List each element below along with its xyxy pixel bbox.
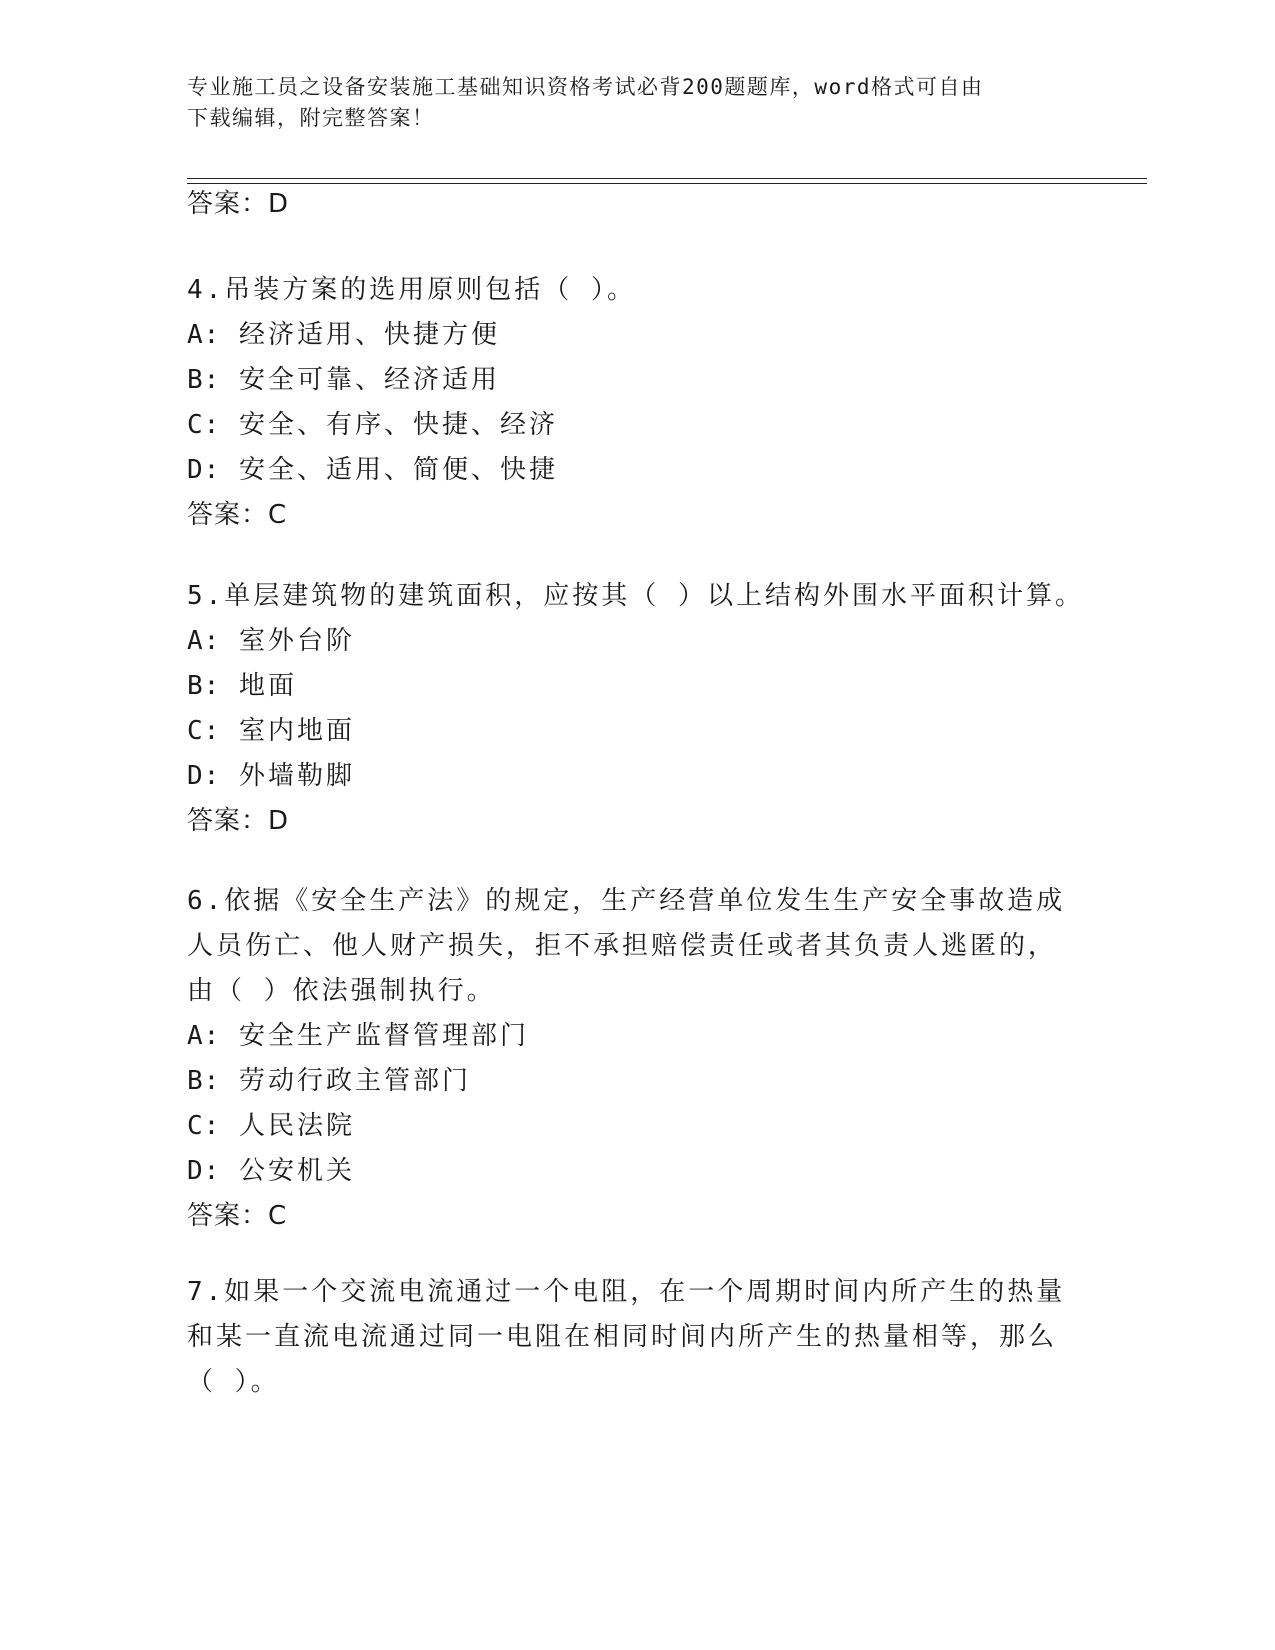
option-text: 人民法院 [238,1111,355,1141]
answer-label: 答案：C [187,500,288,530]
question-7 [187,1270,1067,1405]
question-5 [187,574,1084,844]
option-text: 经济适用、快捷方便 [238,320,500,350]
option-d [187,1149,1067,1194]
question-stem-line-1: 6.依据《安全生产法》的规定，生产经营单位发生生产安全事故造成 [187,886,1066,916]
option-letter: C: [187,410,221,440]
question-stem: 5.单层建筑物的建筑面积，应按其（ ）以上结构外围水平面积计算。 [187,581,1084,611]
option-b [187,664,1067,709]
option-a [187,313,1067,358]
question-stem-line-2: 人员伤亡、他人财产损失，拒不承担赔偿责任或者其负责人逃匿的， [187,931,1058,961]
question-stem: 4.吊装方案的选用原则包括（ ）。 [187,275,636,305]
option-text: 安全、适用、简便、快捷 [238,455,558,485]
question-stem-line-1: 7.如果一个交流电流通过一个电阻，在一个周期时间内所产生的热量 [187,1277,1066,1307]
option-letter: C: [187,716,221,746]
option-letter: D: [187,761,221,791]
option-letter: B: [187,671,221,701]
option-b [187,358,1067,403]
option-letter: A: [187,1021,221,1051]
option-b [187,1059,1067,1104]
option-text: 公安机关 [238,1156,355,1186]
option-d [187,754,1067,799]
question-6 [187,879,1067,1239]
question-stem-line-3: （ ）。 [187,1367,280,1397]
question-stem-line-3: 由（ ）依法强制执行。 [187,976,496,1006]
header-title-line-2: 下载编辑，附完整答案！ [187,106,435,130]
option-letter: C: [187,1111,221,1141]
option-letter: D: [187,1156,221,1186]
answer-label: 答案：D [187,189,290,219]
option-text: 安全可靠、经济适用 [238,365,500,395]
option-letter: D: [187,455,221,485]
option-a [187,619,1067,664]
option-a [187,1014,1067,1059]
option-text: 室内地面 [238,716,355,746]
option-c [187,1104,1067,1149]
option-letter: A: [187,626,221,656]
option-letter: B: [187,365,221,395]
header-title-line-1: 专业施工员之设备安装施工基础知识资格考试必背200题题库，word格式可自由 [187,75,984,99]
option-text: 安全、有序、快捷、经济 [238,410,558,440]
question-stem-line-2: 和某一直流电流通过同一电阻在相同时间内所产生的热量相等，那么 [187,1322,1058,1352]
option-text: 室外台阶 [238,626,355,656]
question-4 [187,268,1067,538]
option-c [187,709,1067,754]
option-text: 地面 [238,671,297,701]
option-letter: B: [187,1066,221,1096]
document-header [187,72,1087,134]
previous-answer-block [187,182,1067,227]
header-divider-top [187,178,1147,179]
option-text: 劳动行政主管部门 [238,1066,471,1096]
option-text: 外墙勒脚 [238,761,355,791]
answer-label: 答案：D [187,806,290,836]
option-text: 安全生产监督管理部门 [238,1021,529,1051]
option-letter: A: [187,320,221,350]
option-c [187,403,1067,448]
option-d [187,448,1067,493]
answer-label: 答案：C [187,1201,288,1231]
